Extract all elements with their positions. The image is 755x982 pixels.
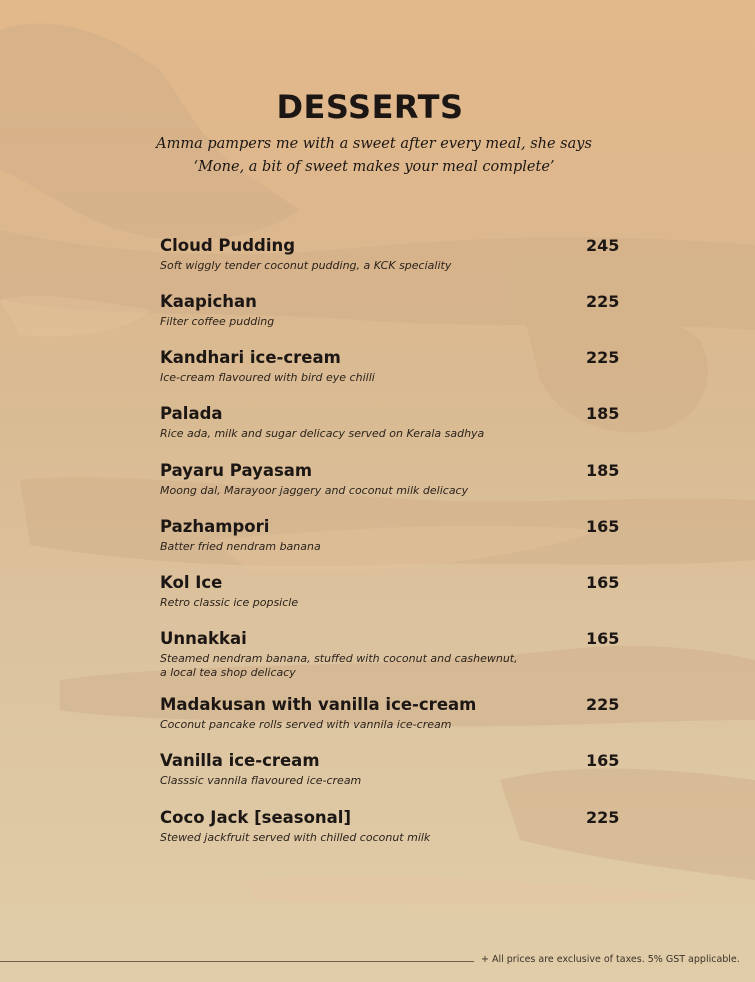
item-name: Kol Ice [160, 573, 223, 592]
item-name: Pazhampori [160, 517, 270, 536]
item-name: Madakusan with vanilla ice-cream [160, 695, 477, 714]
tax-note: + All prices are exclusive of taxes. 5% GST applicable. [481, 954, 740, 965]
item-description: Retro classic ice popsicle [160, 596, 299, 609]
item-description: Moong dal, Marayoor jaggery and coconut milk delicacy [160, 484, 469, 497]
tagline [0, 133, 748, 179]
menu-item [160, 573, 620, 610]
item-price: 165 [586, 517, 620, 536]
menu-item [160, 292, 620, 329]
menu-item [160, 629, 620, 679]
item-price: 225 [586, 348, 620, 367]
item-price: 225 [586, 292, 620, 311]
menu-item [160, 751, 620, 788]
item-name: Kandhari ice-cream [160, 348, 341, 367]
tagline-line: ‘Mone, a bit of sweet makes your meal complete’ [193, 159, 555, 175]
item-description-line: a local tea shop delicacy [160, 665, 296, 679]
item-price: 225 [586, 695, 620, 714]
item-name: Payaru Payasam [160, 461, 313, 480]
item-name: Cloud Pudding [160, 236, 296, 255]
item-description-line: Steamed nendram banana, stuffed with coconut and cashewnut, [160, 652, 518, 665]
item-description: Batter fried nendram banana [160, 540, 321, 553]
item-price: 165 [586, 751, 620, 770]
item-description: Rice ada, milk and sugar delicacy served on Kerala sadhya [160, 427, 485, 440]
page-title: DESSERTS [276, 88, 464, 126]
item-price: 165 [586, 629, 620, 648]
item-description: Ice-cream flavoured with bird eye chilli [160, 371, 375, 384]
item-description: Stewed jackfruit served with chilled coconut milk [160, 831, 431, 844]
menu-item [160, 517, 620, 554]
menu-item [160, 348, 620, 385]
item-description [160, 652, 620, 679]
item-description: Classsic vannila flavoured ice-cream [160, 774, 362, 787]
item-description: Soft wiggly tender coconut pudding, a KCK speciality [160, 259, 452, 272]
item-price: 245 [586, 236, 620, 255]
menu-item [160, 236, 620, 273]
menu-item [160, 461, 620, 498]
item-name: Palada [160, 404, 223, 423]
item-description: Coconut pancake rolls served with vannila ice-cream [160, 718, 452, 731]
footer-divider [0, 961, 474, 962]
menu-item [160, 695, 620, 732]
item-price: 185 [586, 404, 620, 423]
item-name: Kaapichan [160, 292, 257, 311]
menu-item [160, 404, 620, 441]
item-price: 185 [586, 461, 620, 480]
item-name: Unnakkai [160, 629, 247, 648]
item-price: 165 [586, 573, 620, 592]
item-price: 225 [586, 808, 620, 827]
item-name: Vanilla ice-cream [160, 751, 320, 770]
item-description: Filter coffee pudding [160, 315, 275, 328]
item-name: Coco Jack [seasonal] [160, 808, 351, 827]
menu-item [160, 808, 620, 845]
tagline-line: Amma pampers me with a sweet after every meal, she says [156, 136, 592, 152]
